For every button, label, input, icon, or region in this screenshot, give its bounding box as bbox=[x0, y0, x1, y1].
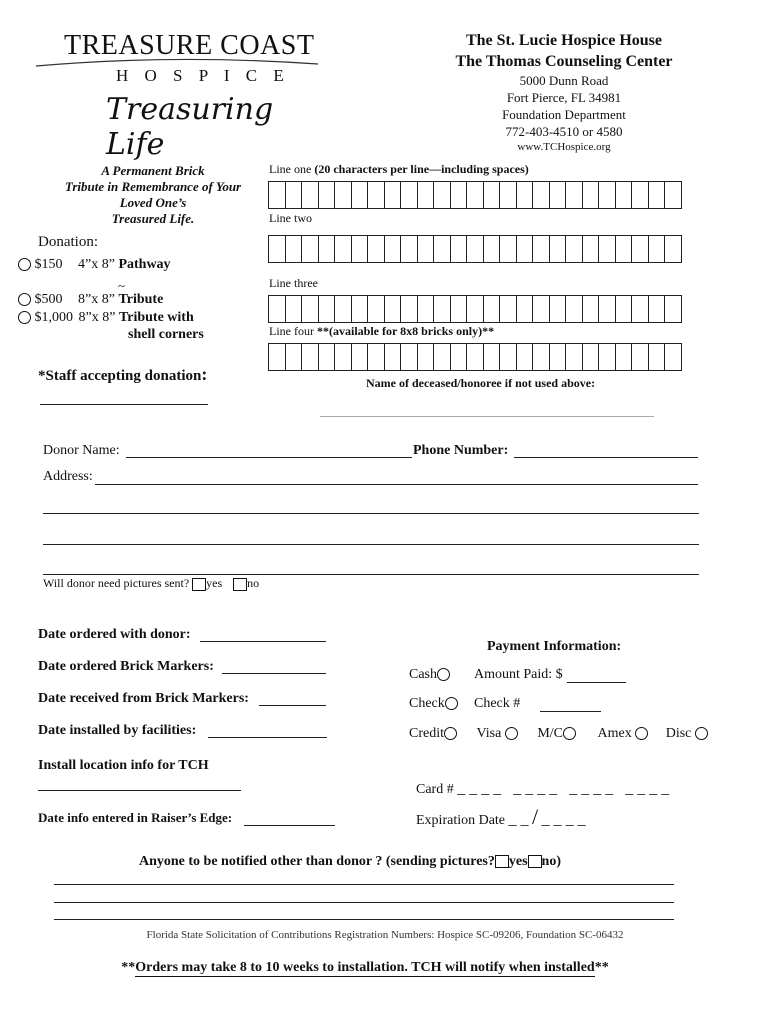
donor-name-label: Donor Name: bbox=[43, 443, 120, 458]
org-city: Fort Pierce, FL 34981 bbox=[506, 90, 622, 105]
character-cell[interactable] bbox=[664, 181, 682, 209]
character-cell[interactable] bbox=[648, 181, 666, 209]
character-cell[interactable] bbox=[466, 343, 484, 371]
character-cell[interactable] bbox=[301, 235, 319, 263]
character-cell[interactable] bbox=[532, 181, 550, 209]
character-cell[interactable] bbox=[450, 235, 468, 263]
intro-line-4: Treasured Life. bbox=[111, 211, 195, 226]
donation-option-500[interactable]: $500 8”x 8” Tribute bbox=[18, 292, 163, 308]
org-dept: Foundation Department bbox=[502, 107, 626, 122]
intro-line-1: A Permanent Brick bbox=[101, 163, 205, 178]
character-cell[interactable] bbox=[367, 235, 385, 263]
character-cell[interactable] bbox=[648, 343, 666, 371]
character-cell[interactable] bbox=[367, 295, 385, 323]
character-cell[interactable] bbox=[268, 295, 286, 323]
donation-option-1000[interactable]: $1,000 8”x 8” Tribute with bbox=[18, 310, 194, 326]
character-cell[interactable] bbox=[285, 295, 303, 323]
payment-title: Payment Information: bbox=[487, 639, 622, 654]
donor-name-line[interactable] bbox=[126, 457, 412, 458]
check-row: Check bbox=[409, 696, 458, 712]
received-label: Date received from Brick Markers: bbox=[38, 691, 249, 706]
visa-radio[interactable] bbox=[505, 727, 518, 740]
radio-1000[interactable] bbox=[18, 311, 31, 324]
notify-no-checkbox[interactable] bbox=[528, 855, 542, 868]
donation-label: Donation: bbox=[38, 234, 98, 250]
character-cell[interactable] bbox=[615, 343, 633, 371]
character-cell[interactable] bbox=[483, 235, 501, 263]
character-cell[interactable] bbox=[334, 235, 352, 263]
character-cell[interactable] bbox=[549, 181, 567, 209]
date-ordered-label: Date ordered with donor: bbox=[38, 627, 191, 642]
character-cell[interactable] bbox=[499, 235, 517, 263]
check-radio[interactable] bbox=[445, 697, 458, 710]
credit-row: Credit Visa M/C Amex Disc bbox=[409, 726, 708, 742]
notify-question: Anyone to be notified other than donor ? (sending pictures? yes no) bbox=[139, 854, 561, 869]
cash-radio[interactable] bbox=[437, 668, 450, 681]
line-two-label: Line two bbox=[269, 211, 312, 225]
character-cell[interactable] bbox=[615, 181, 633, 209]
character-cell[interactable] bbox=[285, 235, 303, 263]
character-cell[interactable] bbox=[334, 181, 352, 209]
intro-text bbox=[44, 163, 262, 227]
character-cell[interactable] bbox=[499, 343, 517, 371]
donation-option-150[interactable]: $150 4”x 8” Pathway bbox=[18, 257, 171, 273]
character-cell[interactable] bbox=[351, 295, 369, 323]
character-cell[interactable] bbox=[318, 181, 336, 209]
character-cell[interactable] bbox=[598, 235, 616, 263]
character-cell[interactable] bbox=[615, 295, 633, 323]
character-cell[interactable] bbox=[367, 343, 385, 371]
donation-tilde: ~ bbox=[118, 278, 126, 293]
radio-150[interactable] bbox=[18, 258, 31, 271]
character-cell[interactable] bbox=[499, 181, 517, 209]
character-cell[interactable] bbox=[450, 181, 468, 209]
character-cell[interactable] bbox=[417, 181, 435, 209]
staff-line[interactable] bbox=[40, 404, 208, 405]
character-cell[interactable] bbox=[301, 181, 319, 209]
intro-line-3: Loved One’s bbox=[119, 195, 187, 210]
location-label: Install location info for TCH bbox=[38, 758, 209, 773]
line-two-grid[interactable] bbox=[268, 235, 681, 263]
staff-label: *Staff accepting donation: bbox=[38, 364, 208, 384]
deceased-label: Name of deceased/honoree if not used above: bbox=[366, 376, 596, 390]
character-cell[interactable] bbox=[466, 235, 484, 263]
character-cell[interactable] bbox=[384, 343, 402, 371]
credit-radio[interactable] bbox=[444, 727, 457, 740]
check-number-label: Check # bbox=[474, 696, 521, 711]
logo bbox=[34, 28, 324, 162]
character-cell[interactable] bbox=[334, 343, 352, 371]
raisers-label: Date info entered in Raiser’s Edge: bbox=[38, 810, 233, 825]
character-cell[interactable] bbox=[318, 295, 336, 323]
org-phone: 772-403-4510 or 4580 bbox=[505, 124, 623, 139]
notify-yes-checkbox[interactable] bbox=[495, 855, 509, 868]
org-street: 5000 Dunn Road bbox=[519, 73, 609, 88]
line-three-label: Line three bbox=[269, 276, 318, 290]
character-cell[interactable] bbox=[664, 343, 682, 371]
character-cell[interactable] bbox=[417, 295, 435, 323]
character-cell[interactable] bbox=[549, 235, 567, 263]
character-cell[interactable] bbox=[417, 235, 435, 263]
character-cell[interactable] bbox=[268, 235, 286, 263]
character-cell[interactable] bbox=[631, 343, 649, 371]
character-cell[interactable] bbox=[268, 343, 286, 371]
installed-label: Date installed by facilities: bbox=[38, 723, 197, 738]
notify-line-3[interactable] bbox=[54, 919, 674, 920]
raisers-line[interactable] bbox=[244, 825, 335, 826]
brick-ordered-label: Date ordered Brick Markers: bbox=[38, 659, 214, 674]
org-name-1: The St. Lucie Hospice House bbox=[465, 32, 662, 49]
character-cell[interactable] bbox=[483, 181, 501, 209]
character-cell[interactable] bbox=[516, 235, 534, 263]
character-cell[interactable] bbox=[301, 343, 319, 371]
pictures-question: Will donor need pictures sent? yes no bbox=[43, 576, 260, 590]
character-cell[interactable] bbox=[400, 235, 418, 263]
character-cell[interactable] bbox=[268, 181, 286, 209]
character-cell[interactable] bbox=[285, 343, 303, 371]
donation-shell-corners: shell corners bbox=[128, 327, 204, 342]
line-one-grid[interactable] bbox=[268, 181, 681, 209]
character-cell[interactable] bbox=[582, 181, 600, 209]
character-cell[interactable] bbox=[516, 181, 534, 209]
location-line[interactable] bbox=[38, 790, 241, 791]
address-line-1[interactable] bbox=[95, 484, 698, 485]
character-cell[interactable] bbox=[598, 295, 616, 323]
line-one-label: Line one (20 characters per line—including spaces) bbox=[269, 162, 529, 176]
amex-radio[interactable] bbox=[635, 727, 648, 740]
character-cell[interactable] bbox=[483, 295, 501, 323]
mc-radio[interactable] bbox=[563, 727, 576, 740]
org-web: www.TCHospice.org bbox=[517, 141, 611, 153]
logo-subtitle: H O S P I C E bbox=[116, 66, 290, 85]
installed-line[interactable] bbox=[208, 737, 327, 738]
character-cell[interactable] bbox=[648, 295, 666, 323]
phone-line[interactable] bbox=[514, 457, 698, 458]
character-cell[interactable] bbox=[565, 235, 583, 263]
character-cell[interactable] bbox=[466, 181, 484, 209]
character-cell[interactable] bbox=[499, 295, 517, 323]
character-cell[interactable] bbox=[384, 181, 402, 209]
character-cell[interactable] bbox=[565, 181, 583, 209]
character-cell[interactable] bbox=[351, 181, 369, 209]
character-cell[interactable] bbox=[384, 295, 402, 323]
character-cell[interactable] bbox=[532, 343, 550, 371]
line-four-grid[interactable] bbox=[268, 343, 681, 371]
line-four-label: Line four **(available for 8x8 bricks only)** bbox=[269, 324, 495, 338]
character-cell[interactable] bbox=[631, 295, 649, 323]
pictures-no-checkbox[interactable] bbox=[233, 578, 247, 591]
character-cell[interactable] bbox=[631, 235, 649, 263]
character-cell[interactable] bbox=[450, 343, 468, 371]
character-cell[interactable] bbox=[301, 295, 319, 323]
character-cell[interactable] bbox=[532, 235, 550, 263]
line-three-grid[interactable] bbox=[268, 295, 681, 323]
character-cell[interactable] bbox=[549, 295, 567, 323]
character-cell[interactable] bbox=[466, 295, 484, 323]
disc-radio[interactable] bbox=[695, 727, 708, 740]
character-cell[interactable] bbox=[417, 343, 435, 371]
character-cell[interactable] bbox=[648, 235, 666, 263]
character-cell[interactable] bbox=[664, 295, 682, 323]
address-label: Address: bbox=[43, 469, 93, 484]
character-cell[interactable] bbox=[351, 343, 369, 371]
brick-ordered-line[interactable] bbox=[222, 673, 326, 674]
check-number-line[interactable] bbox=[540, 711, 601, 712]
org-header bbox=[424, 30, 704, 155]
registration-text: Florida State Solicitation of Contributions Registration Numbers: Hospice SC-09206, Foundation SC-06432 bbox=[146, 929, 624, 941]
amount-line[interactable] bbox=[567, 682, 626, 683]
character-cell[interactable] bbox=[582, 235, 600, 263]
cash-row: Cash bbox=[409, 667, 450, 683]
orders-notice: **Orders may take 8 to 10 weeks to installation. TCH will notify when installed** bbox=[121, 960, 609, 975]
character-cell[interactable] bbox=[334, 295, 352, 323]
address-line-2[interactable] bbox=[43, 513, 699, 514]
character-cell[interactable] bbox=[400, 295, 418, 323]
address-line-3[interactable] bbox=[43, 544, 699, 545]
address-line-4[interactable] bbox=[43, 574, 699, 575]
logo-tagline: Treasuring Life bbox=[106, 92, 274, 162]
card-number[interactable]: Card # _ _ _ _ _ _ _ _ _ _ _ _ _ _ _ _ bbox=[416, 780, 670, 797]
character-cell[interactable] bbox=[565, 343, 583, 371]
character-cell[interactable] bbox=[367, 181, 385, 209]
expiration[interactable]: Expiration Date _ _ / _ _ _ _ bbox=[416, 804, 586, 829]
received-line[interactable] bbox=[259, 705, 326, 706]
character-cell[interactable] bbox=[351, 235, 369, 263]
character-cell[interactable] bbox=[565, 295, 583, 323]
logo-name: TREASURE COAST bbox=[64, 30, 315, 61]
card-dashes: _ _ _ _ _ _ _ _ _ _ _ _ _ _ _ _ bbox=[457, 780, 670, 797]
character-cell[interactable] bbox=[433, 181, 451, 209]
character-cell[interactable] bbox=[450, 295, 468, 323]
character-cell[interactable] bbox=[318, 235, 336, 263]
character-cell[interactable] bbox=[433, 235, 451, 263]
character-cell[interactable] bbox=[582, 343, 600, 371]
character-cell[interactable] bbox=[516, 295, 534, 323]
intro-line-2: Tribute in Remembrance of Your bbox=[64, 179, 242, 194]
notify-line-1[interactable] bbox=[54, 884, 674, 885]
character-cell[interactable] bbox=[631, 181, 649, 209]
character-cell[interactable] bbox=[516, 343, 534, 371]
character-cell[interactable] bbox=[483, 343, 501, 371]
date-ordered-line[interactable] bbox=[200, 641, 326, 642]
character-cell[interactable] bbox=[532, 295, 550, 323]
pictures-yes-checkbox[interactable] bbox=[192, 578, 206, 591]
character-cell[interactable] bbox=[598, 181, 616, 209]
character-cell[interactable] bbox=[549, 343, 567, 371]
amount-label: Amount Paid: $ bbox=[474, 667, 563, 682]
character-cell[interactable] bbox=[433, 343, 451, 371]
phone-label: Phone Number: bbox=[413, 443, 509, 458]
character-cell[interactable] bbox=[433, 295, 451, 323]
character-cell[interactable] bbox=[400, 343, 418, 371]
character-cell[interactable] bbox=[285, 181, 303, 209]
org-name-2: The Thomas Counseling Center bbox=[455, 53, 673, 70]
deceased-line[interactable] bbox=[320, 416, 654, 417]
character-cell[interactable] bbox=[384, 235, 402, 263]
radio-500[interactable] bbox=[18, 293, 31, 306]
character-cell[interactable] bbox=[582, 295, 600, 323]
character-cell[interactable] bbox=[318, 343, 336, 371]
character-cell[interactable] bbox=[598, 343, 616, 371]
character-cell[interactable] bbox=[400, 181, 418, 209]
character-cell[interactable] bbox=[615, 235, 633, 263]
character-cell[interactable] bbox=[664, 235, 682, 263]
notify-line-2[interactable] bbox=[54, 902, 674, 903]
